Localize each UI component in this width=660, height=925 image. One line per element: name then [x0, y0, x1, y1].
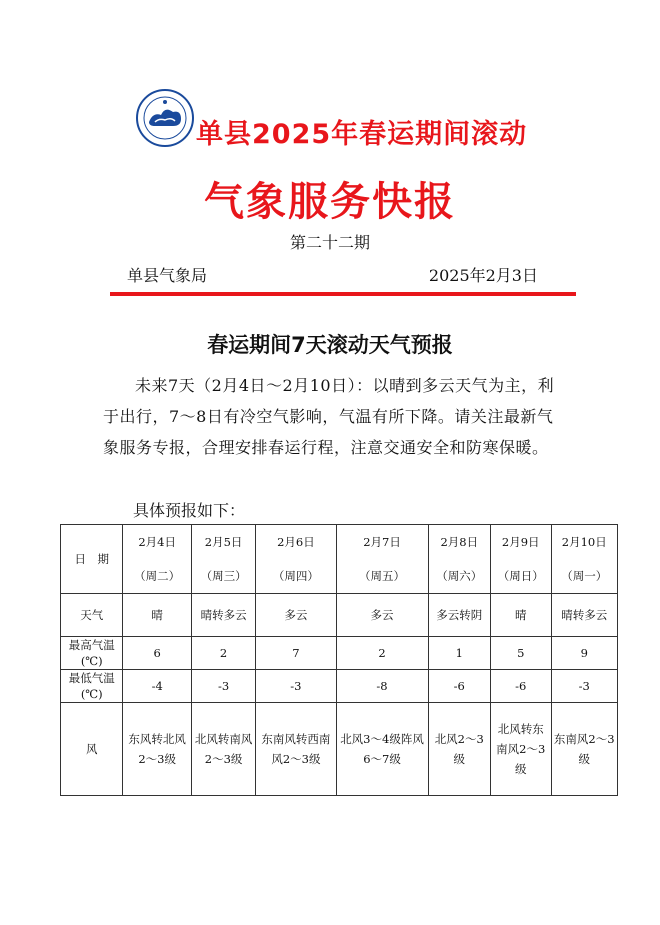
- date-cell: 2月7日 （周五）: [336, 525, 428, 594]
- weather-cell: 多云: [336, 594, 428, 637]
- forecast-table: [60, 524, 618, 796]
- weather-cell: 晴转多云: [191, 594, 255, 637]
- low-temp-cell: -4: [123, 670, 191, 703]
- weather-cell: 晴: [491, 594, 552, 637]
- wind-cell: 北风3～4级阵风6～7级: [336, 703, 428, 796]
- red-divider: [110, 292, 576, 296]
- row-label-weather: 天气: [61, 594, 123, 637]
- wind-cell: 北风2～3级: [428, 703, 490, 796]
- wind-cell: 东南风2～3级: [551, 703, 618, 796]
- low-temp-cell: -3: [551, 670, 618, 703]
- table-row-wind: [61, 703, 618, 796]
- date-cell: 2月5日 （周三）: [191, 525, 255, 594]
- low-temp-cell: -6: [428, 670, 490, 703]
- table-row-weather: [61, 594, 618, 637]
- wind-cell: 北风转东南风2～3级: [491, 703, 552, 796]
- row-label-date: 日 期: [61, 525, 123, 594]
- report-title-line2: 气象服务快报: [204, 179, 456, 225]
- meteorological-bureau-emblem-icon: [135, 88, 195, 148]
- high-temp-cell: 2: [336, 637, 428, 670]
- high-temp-cell: 9: [551, 637, 618, 670]
- date-cell: 2月10日 （周一）: [551, 525, 618, 594]
- table-row-high-temp: [61, 637, 618, 670]
- date-cell: 2月8日 （周六）: [428, 525, 490, 594]
- forecast-summary: 未来7天（2月4日～2月10日）：以晴到多云天气为主，利于出行，7～8日有冷空气影响，气温有所下降。请关注最新气象服务专报，合理安排春运行程，注意交通安全和防寒保暖。: [103, 376, 555, 457]
- date-cell: 2月6日 （周四）: [256, 525, 336, 594]
- issue-number: 第二十二期: [289, 233, 370, 252]
- wind-cell: 东南风转西南风2～3级: [256, 703, 336, 796]
- high-temp-cell: 5: [491, 637, 552, 670]
- weather-cell: 晴转多云: [551, 594, 618, 637]
- high-temp-cell: 2: [191, 637, 255, 670]
- table-row-low-temp: [61, 670, 618, 703]
- high-temp-cell: 1: [428, 637, 490, 670]
- weather-cell: 多云转阴: [428, 594, 490, 637]
- row-label-wind: 风: [61, 703, 123, 796]
- low-temp-cell: -3: [191, 670, 255, 703]
- report-title-line1: 单县2025年春运期间滚动: [196, 119, 528, 150]
- organization: 单县气象局: [127, 266, 208, 285]
- publish-date: 2025年2月3日: [428, 266, 538, 285]
- wind-cell: 北风转南风2～3级: [191, 703, 255, 796]
- weather-cell: 多云: [256, 594, 336, 637]
- detail-label: 具体预报如下：: [133, 501, 246, 520]
- section-heading: 春运期间7天滚动天气预报: [207, 333, 453, 357]
- wind-cell: 东风转北风2～3级: [123, 703, 191, 796]
- low-temp-cell: -8: [336, 670, 428, 703]
- weather-cell: 晴: [123, 594, 191, 637]
- high-temp-cell: 7: [256, 637, 336, 670]
- row-label-low-temp: 最低气温(℃): [61, 670, 123, 703]
- date-cell: 2月4日 （周二）: [123, 525, 191, 594]
- table-row-date: [61, 525, 618, 594]
- date-cell: 2月9日 （周日）: [491, 525, 552, 594]
- high-temp-cell: 6: [123, 637, 191, 670]
- low-temp-cell: -3: [256, 670, 336, 703]
- low-temp-cell: -6: [491, 670, 552, 703]
- row-label-high-temp: 最高气温(℃): [61, 637, 123, 670]
